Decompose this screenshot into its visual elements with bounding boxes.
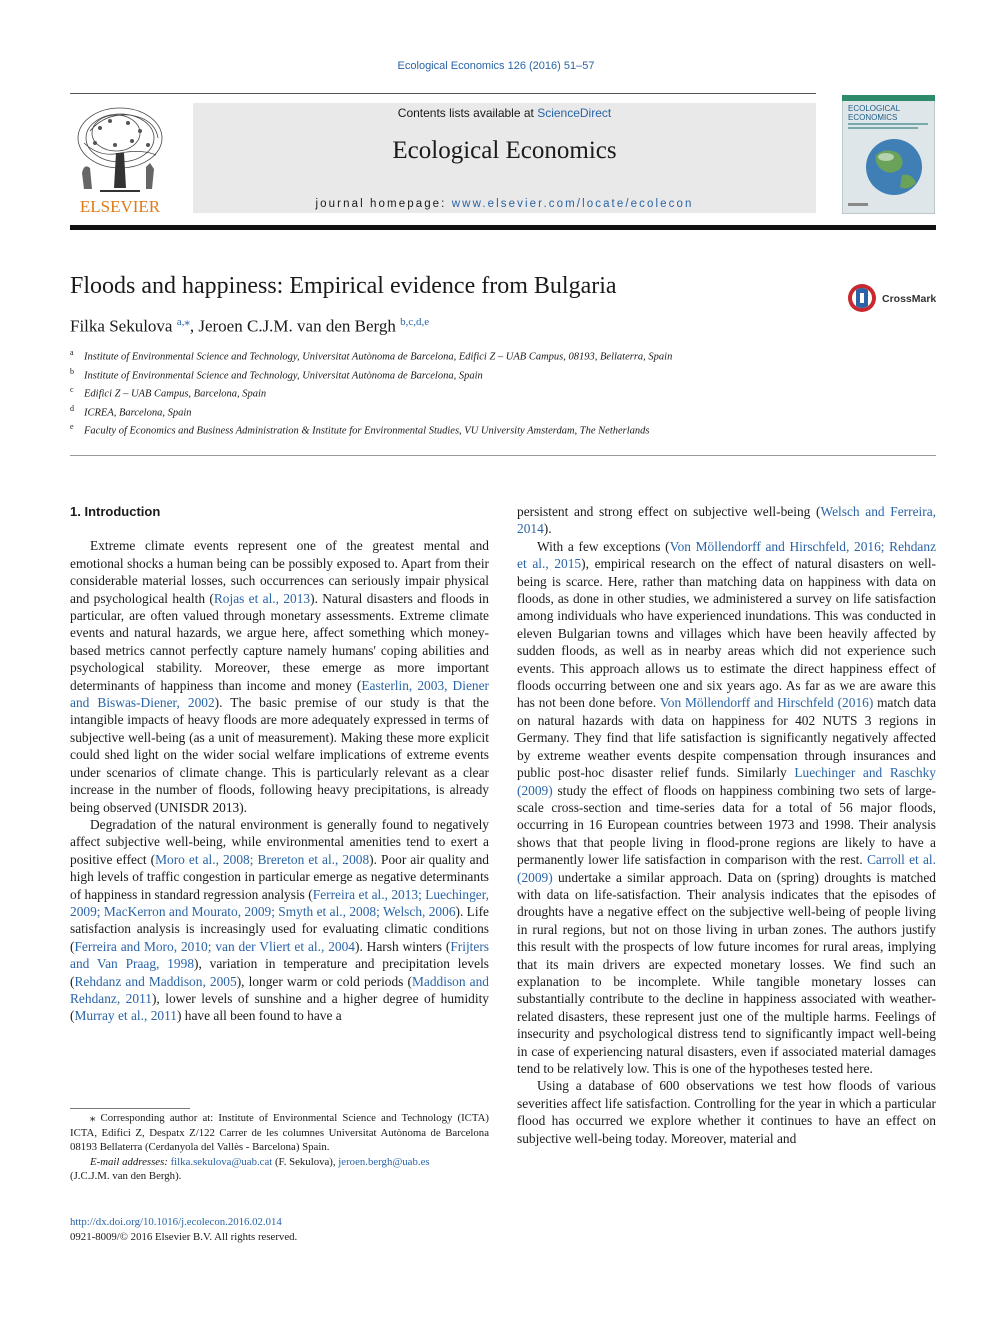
article-identifiers xyxy=(70,1215,297,1245)
author-separator: , xyxy=(189,316,199,336)
citation-link[interactable]: Von Möllendorff and Hirschfeld (2016) xyxy=(659,695,874,711)
citation-link[interactable]: Ferreira et al., 2013; Luechinger, 2009; MacKerron and Mourato, 2009; Smyth et al., 2008; Welsch, 2006 xyxy=(70,886,490,919)
paragraph-text: ), variation in temperature and precipitation levels ( xyxy=(70,956,489,989)
elsevier-logo xyxy=(70,103,170,215)
paragraph-text: ). Natural disasters and floods in particular, are often valued through monetary assessments. Extreme climate events and natural hazards, we argue here, affect something which money-based metrics cannot perfectly capture namely humans' coping abilities and psychological stability. Moreover, these emerge as more important determinants of happiness than income and money ( xyxy=(70,590,489,693)
journal-homepage-link[interactable]: www.elsevier.com/locate/ecolecon xyxy=(451,198,694,210)
citation-link[interactable]: Rehdanz and Maddison, 2005 xyxy=(74,973,237,989)
paragraph-text: Using a database of 600 observations we test how floods of various severities affect life satisfaction. Controlling for the year in which a particular flood has occurred we explore whether it continues to have an effect on subjective well-being today. Moreover, material and xyxy=(517,1078,936,1146)
paragraph-text: study the effect of floods on happiness combining two sets of large-scale cross-section and time-series data for a total of 56 major floods, occurring in 16 European countries between 1973 and 1998. Their analysis shows that that people living in flood-prone regions are likely to have a permanently lower life satisfaction in comparison with the rest. xyxy=(517,782,936,868)
citation-link[interactable]: Luechinger and Raschky (2009) xyxy=(517,765,936,798)
email-link-sekulova[interactable]: filka.sekulova@uab.cat xyxy=(170,1155,273,1168)
corresponding-author-note: ⁎ Corresponding author at: Institute of Environmental Science and Technology (ICTA) ICTA, Edifici Z, Despatx Z/122 Carrer de les columnes Universitat Autònoma de Barcelona 08193 Bellaterra (Cerdanyola del Vallès - Barcelona) Spain. xyxy=(70,1112,489,1153)
affiliation-text: Institute of Environmental Science and Technology, Universitat Autònoma de Barcelona, Edifici Z – UAB Campus, 08193, Bellaterra, Spain xyxy=(84,351,673,363)
affiliation-line xyxy=(70,365,936,384)
journal-homepage-line xyxy=(193,198,816,210)
citation-link[interactable]: Ferreira and Moro, 2010; van der Vliert et al., 2004 xyxy=(74,938,355,954)
contents-prefix: Contents lists available at xyxy=(397,106,538,120)
journal-cover-icon xyxy=(842,95,935,214)
paragraph-text: With a few exceptions ( xyxy=(537,538,670,554)
paragraph-text: match data on natural hazards with data on happiness for 402 NUTS 3 regions in Germany. They find that life satisfaction is significantly negatively affected by extreme weather events despite compensation through insurances and public post-hoc disaster relief funds. Similarly xyxy=(517,695,937,781)
affiliations xyxy=(70,346,936,439)
footnotes xyxy=(70,1111,489,1184)
homepage-prefix: journal homepage: xyxy=(315,198,452,210)
sciencedirect-link[interactable]: ScienceDirect xyxy=(537,106,612,120)
paragraph-text: ). The basic premise of our study is that the intangible impacts of heavy floods are more adequately expressed in terms of subjective well-being (as a unit of measurement). Making these more explicit could shed light on the wider social welfare implications of extreme events under scenarios of climate change. This is particularly relevant as a clear increase in the number of floods, following heavy precipitations, is already being observed (UNISDR 2013). xyxy=(70,695,489,815)
paragraph-text: ). xyxy=(543,521,552,537)
affiliation-text: Institute of Environmental Science and Technology, Universitat Autònoma de Barcelona, Spain xyxy=(84,370,483,381)
body-paragraph xyxy=(70,816,489,1025)
affiliation-label: b xyxy=(70,366,74,376)
body-paragraph xyxy=(517,538,936,1078)
author-name: Filka Sekulova xyxy=(70,316,173,336)
affiliation-line xyxy=(70,346,936,365)
citation-link[interactable]: Frijters and Van Praag, 1998 xyxy=(70,938,489,972)
svg-text:CrossMark: CrossMark xyxy=(882,293,937,305)
paragraph-text: ). Life satisfaction analysis is increasingly used for evaluating climatic conditions ( xyxy=(70,903,489,954)
paragraph-text: Degradation of the natural environment is generally found to negatively affect subjective well-being, while environmental amenities tend to exert a positive effect ( xyxy=(70,816,489,867)
paragraph-text: ), empirical research on the effect of natural disasters on well-being is scarce. Here, rather than matching data on happiness with data on floods, as done in other studies, we administered a survey on life satisfaction among individuals who have experienced inundations. This was conducted in eleven Bulgarian towns and villages which have been heavily affected by sudden floods, as well as in nearby areas which did not experience such events. This approach allows us to estimate the direct happiness effect of floods occurring between one and six years ago. As far as we are aware this has not been done before. xyxy=(517,556,936,711)
author-list xyxy=(70,315,429,337)
email-owner: (F. Sekulova), xyxy=(272,1155,339,1168)
affiliation-label: a xyxy=(70,348,74,357)
affiliation-text: ICREA, Barcelona, Spain xyxy=(84,407,192,418)
affiliation-label: e xyxy=(70,422,74,431)
citation-link[interactable]: Murray et al., 2011 xyxy=(74,1008,177,1024)
footnote-rule xyxy=(70,1108,190,1109)
svg-text:ELSEVIER: ELSEVIER xyxy=(79,197,161,215)
affiliation-label: c xyxy=(70,385,74,394)
section-divider xyxy=(70,455,936,456)
paragraph-text: ), lower levels of sunshine and a higher degree of humidity ( xyxy=(70,990,489,1024)
paragraph-text: undertake a similar approach. Data on (spring) droughts is matched with data on life-satisfaction. Their analysis indicates that the episodes of droughts have a negative effect on the subjective well-being of people living in rural regions, but not on those living in urban zones. The authors justify this result with the prospects of low future incomes for rural areas, implying that its main drivers are expected monetary losses. We find such an explanation to be incomplete. While tangible monetary losses can substantially contribute to the decline in happiness associated with weather-related disasters, these represent just one of the multiple harms. Feelings of insecurity and psychological distress tend to significantly impact well-being in case of experiencing natural disasters, even if associated material damages tend to be relatively low. This is one of the hypotheses tested here. xyxy=(517,869,936,1076)
left-column xyxy=(70,503,489,1025)
affiliation-line xyxy=(70,402,936,421)
author-affiliation-marker[interactable]: b,c,d,e xyxy=(400,316,430,328)
citation-link[interactable]: Moro et al., 2008; Brereton et al., 2008 xyxy=(155,851,370,867)
svg-text:ECOLOGICAL: ECOLOGICAL xyxy=(848,104,901,113)
affiliation-line xyxy=(70,420,936,439)
email-label: E-mail addresses: xyxy=(90,1155,171,1168)
email-note xyxy=(70,1155,489,1170)
journal-title: Ecological Economics xyxy=(392,137,617,164)
citation-link[interactable]: Rojas et al., 2013 xyxy=(213,590,311,606)
right-column xyxy=(517,503,936,1147)
crossmark-icon xyxy=(846,282,938,314)
article-title: Floods and happiness: Empirical evidence from Bulgaria xyxy=(70,273,617,299)
contents-available-line xyxy=(193,106,816,120)
header-top-rule xyxy=(70,93,816,94)
affiliation-text: Faculty of Economics and Business Administration & Institute for Environmental Studies, VU University Amsterdam, The Netherlands xyxy=(84,425,650,437)
header-thick-rule xyxy=(70,225,936,230)
section-heading: 1. Introduction xyxy=(70,504,161,519)
doi-link[interactable]: http://dx.doi.org/10.1016/j.ecolecon.2016.02.014 xyxy=(70,1216,282,1228)
author-name: Jeroen C.J.M. van den Bergh xyxy=(198,316,396,336)
copyright-line: 0921-8009/© 2016 Elsevier B.V. All rights reserved. xyxy=(70,1231,298,1243)
journal-cover-image xyxy=(842,95,935,214)
citation-link[interactable]: Von Möllendorff and Hirschfeld, 2016; Rehdanz et al., 2015 xyxy=(517,538,937,572)
citation-link[interactable]: Easterlin, 2003, Diener and Biswas-Diener, 2002 xyxy=(70,677,489,711)
citation-link[interactable]: Carroll et al. (2009) xyxy=(517,852,936,885)
crossmark-badge[interactable] xyxy=(846,282,938,314)
body-paragraph xyxy=(517,503,936,538)
journal-citation[interactable]: Ecological Economics 126 (2016) 51–57 xyxy=(397,60,595,72)
affiliation-text: Edifici Z – UAB Campus, Barcelona, Spain xyxy=(84,388,267,400)
body-paragraph xyxy=(70,537,489,816)
paragraph-text: ). Poor air quality and high levels of traffic congestion in particular emerge as negative determinants of happiness in standard regression analysis ( xyxy=(70,851,489,902)
affiliation-line xyxy=(70,383,936,402)
citation-link[interactable]: Maddison and Rehdanz, 2011 xyxy=(70,973,489,1006)
paragraph-text: ), longer warm or cold periods ( xyxy=(236,973,412,989)
svg-text:ECONOMICS: ECONOMICS xyxy=(848,113,898,122)
paragraph-text: ). Harsh winters ( xyxy=(354,938,451,954)
email-owner-line: (J.C.J.M. van den Bergh). xyxy=(70,1170,182,1182)
paragraph-text: Extreme climate events represent one of the greatest mental and emotional shocks a human being can be possibly exposed to. Apart from their considerable material losses, such occurrences can seriously impair physical and psychological health ( xyxy=(70,538,489,606)
affiliation-label: d xyxy=(70,403,74,413)
paragraph-text: persistent and strong effect on subjective well-being ( xyxy=(517,504,821,519)
body-paragraph xyxy=(517,1077,936,1147)
elsevier-tree-icon xyxy=(70,103,170,215)
citation-link[interactable]: Welsch and Ferreira, 2014 xyxy=(517,504,936,537)
email-link-bergh[interactable]: jeroen.bergh@uab.es xyxy=(338,1155,430,1168)
author-affiliation-marker[interactable]: a,⁎ xyxy=(176,316,190,328)
paragraph-text: ) have all been found to have a xyxy=(176,1008,342,1024)
